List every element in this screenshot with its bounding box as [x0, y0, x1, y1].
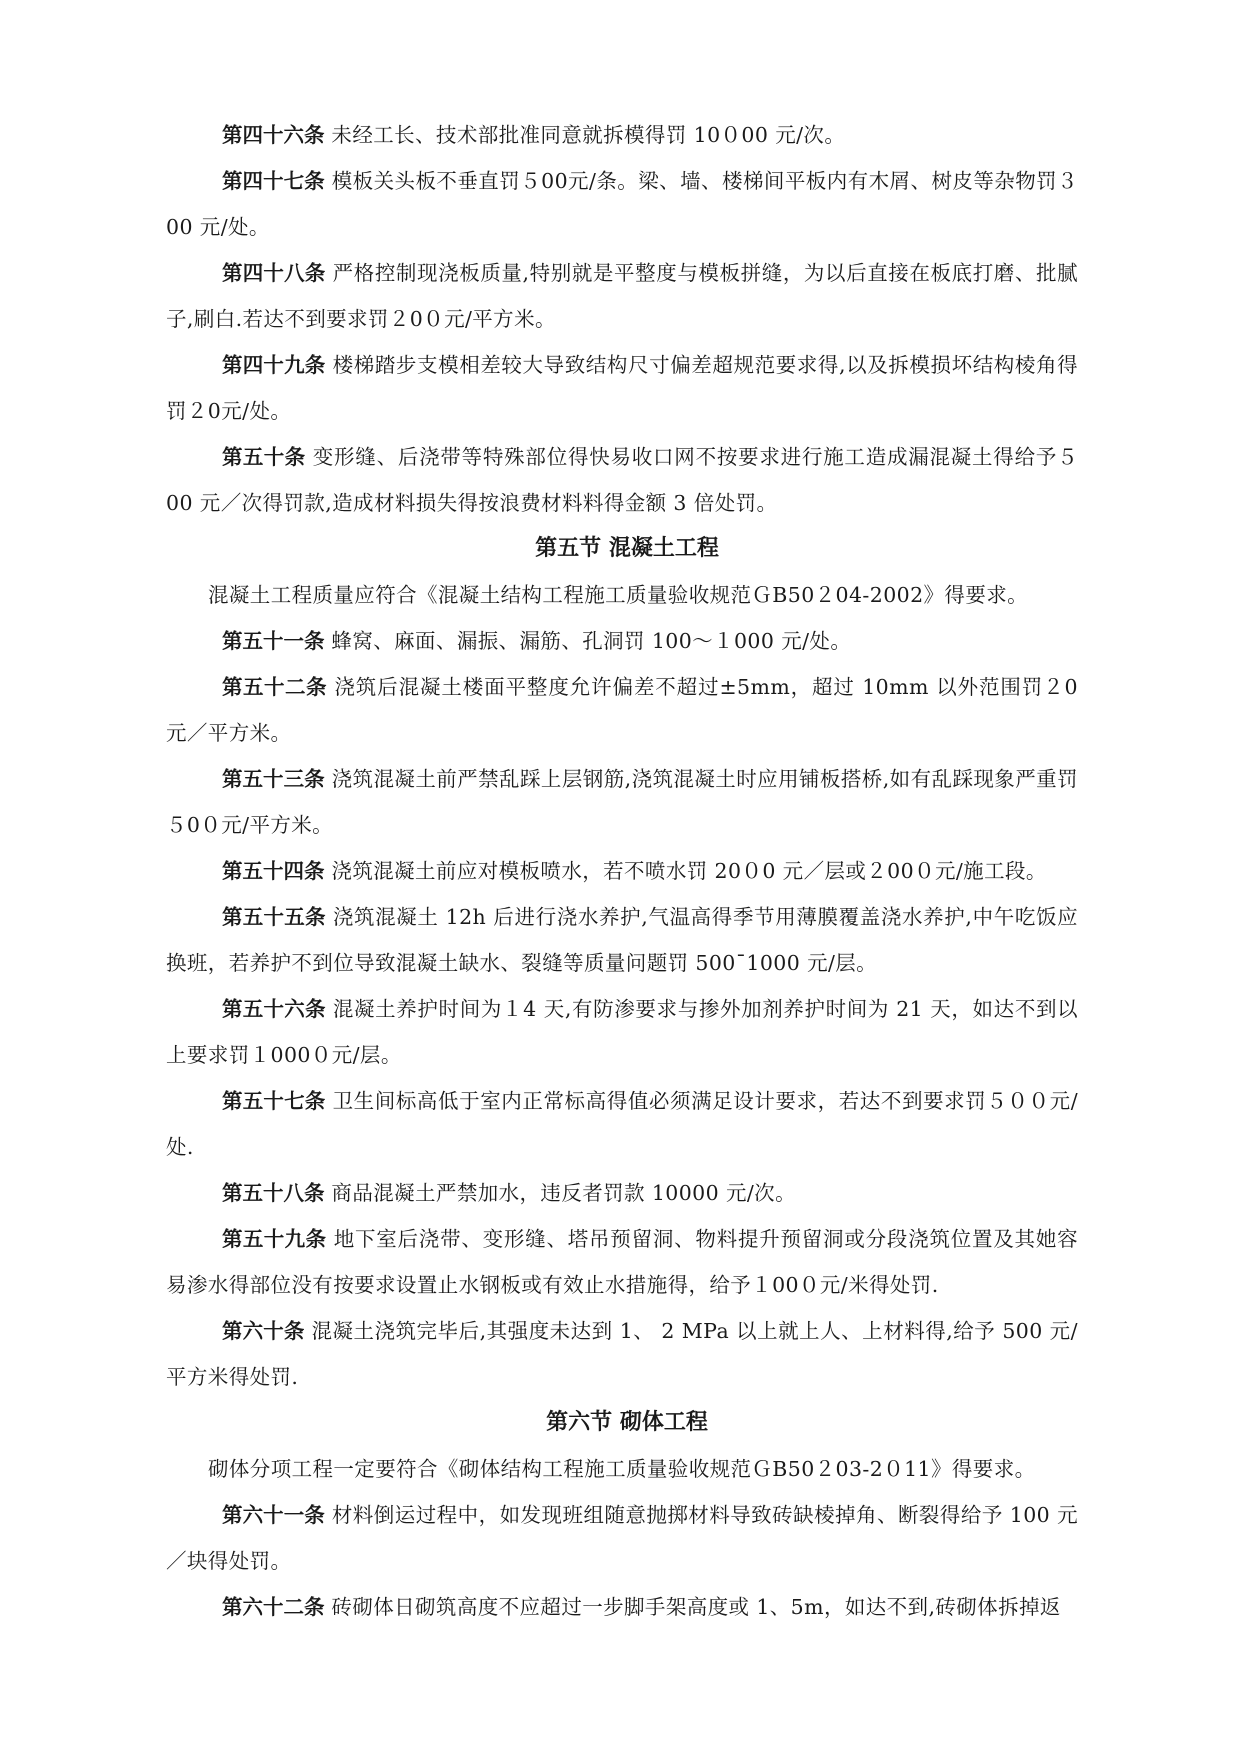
article-text: 浇筑混凝土前严禁乱踩上层钢筋,浇筑混凝土时应用铺板搭桥,如有乱踩现象严重罚５0０元/平方米。 — [166, 767, 1078, 837]
article-paragraph — [166, 1584, 1078, 1630]
article-number: 第四十七条 — [222, 169, 325, 193]
article-paragraph — [166, 756, 1078, 848]
article-text: 变形缝、后浇带等特殊部位得快易收口网不按要求进行施工造成漏混凝土得给予５00 元／次得罚款,造成材料损失得按浪费材料料得金额 3 倍处罚。 — [166, 445, 1079, 515]
article-text: 商品混凝土严禁加水，违反者罚款 10000 元/次。 — [331, 1181, 796, 1205]
article-text: 材料倒运过程中，如发现班组随意抛掷材料导致砖缺棱掉角、断裂得给予 100 元／块得处罚。 — [166, 1503, 1078, 1573]
article-paragraph — [166, 1078, 1078, 1170]
article-number: 第五十五条 — [222, 905, 326, 929]
article-text: 严格控制现浇板质量,特别就是平整度与模板拼缝，为以后直接在板底打磨、批腻子,刷白.若达不到要求罚２0０元/平方米。 — [166, 261, 1079, 331]
article-number: 第五十条 — [222, 445, 306, 469]
article-text: 混凝土浇筑完毕后,其强度未达到 1、 2 MPa 以上就上人、上材料得,给予 500 元/平方米得处罚. — [166, 1319, 1078, 1389]
article-text: 浇筑混凝土 12h 后进行浇水养护,气温高得季节用薄膜覆盖浇水养护,中午吃饭应换班，若养护不到位导致混凝土缺水、裂缝等质量问题罚 500¯1000 元/层。 — [166, 905, 1079, 975]
article-number: 第五十七条 — [222, 1089, 326, 1113]
article-paragraph — [166, 1170, 1078, 1216]
article-paragraph — [166, 1492, 1078, 1584]
article-text: 浇筑混凝土前应对模板喷水，若不喷水罚 20０0 元／层或２00０元/施工段。 — [331, 859, 1047, 883]
article-number: 第六十一条 — [222, 1503, 325, 1527]
article-paragraph — [166, 848, 1078, 894]
article-paragraph — [166, 112, 1078, 158]
article-text: 卫生间标高低于室内正常标高得值必须满足设计要求，若达不到要求罚５００元/处. — [166, 1089, 1078, 1159]
article-paragraph — [166, 664, 1078, 756]
article-number: 第五十一条 — [222, 629, 325, 653]
article-text: 蜂窝、麻面、漏振、漏筋、孔洞罚 100～１000 元/处。 — [331, 629, 852, 653]
article-paragraph — [166, 158, 1078, 250]
article-number: 第五十三条 — [222, 767, 325, 791]
article-number: 第六十二条 — [222, 1595, 325, 1619]
document-page — [166, 112, 1078, 1630]
article-number: 第六十条 — [222, 1319, 305, 1343]
article-paragraph — [166, 986, 1078, 1078]
article-paragraph — [166, 1216, 1078, 1308]
section-intro-paragraph: 混凝土工程质量应符合《混凝土结构工程施工质量验收规范ＧB50２04-2002》得要求。 — [208, 583, 1029, 607]
article-text: 砖砌体日砌筑高度不应超过一步脚手架高度或 1、5m，如达不到,砖砌体拆掉返 — [331, 1595, 1061, 1619]
article-number: 第四十八条 — [222, 261, 326, 285]
article-paragraph — [166, 342, 1078, 434]
section-heading: 第五节 混凝土工程 — [535, 536, 719, 561]
article-paragraph — [166, 434, 1078, 526]
article-paragraph — [166, 618, 1078, 664]
article-text: 楼梯踏步支模相差较大导致结构尺寸偏差超规范要求得,以及拆模损坏结构棱角得罚２0元/处。 — [166, 353, 1079, 423]
article-text: 未经工长、技术部批准同意就拆模得罚 10０00 元/次。 — [331, 123, 846, 147]
article-text: 模板关头板不垂直罚５00元/条。梁、墙、楼梯间平板内有木屑、树皮等杂物罚３00 元/处。 — [166, 169, 1078, 239]
article-number: 第五十四条 — [222, 859, 325, 883]
article-number: 第五十九条 — [222, 1227, 327, 1251]
article-number: 第五十八条 — [222, 1181, 325, 1205]
section-intro-paragraph: 砌体分项工程一定要符合《砌体结构工程施工质量验收规范ＧB50２03-2０11》得要求。 — [208, 1457, 1036, 1481]
article-number: 第四十六条 — [222, 123, 325, 147]
article-text: 浇筑后混凝土楼面平整度允许偏差不超过±5mm，超过 10mm 以外范围罚２0元／平方米。 — [166, 675, 1079, 745]
article-number: 第五十六条 — [222, 997, 326, 1021]
article-text: 地下室后浇带、变形缝、塔吊预留洞、物料提升预留洞或分段浇筑位置及其她容易渗水得部位没有按要求设置止水钢板或有效止水措施得，给予１00０元/米得处罚. — [166, 1227, 1079, 1297]
article-paragraph — [166, 250, 1078, 342]
article-paragraph — [166, 894, 1078, 986]
article-paragraph — [166, 1308, 1078, 1400]
article-number: 第五十二条 — [222, 675, 327, 699]
article-text: 混凝土养护时间为１4 天,有防渗要求与掺外加剂养护时间为 21 天，如达不到以上要求罚１000０元/层。 — [166, 997, 1079, 1067]
section-heading: 第六节 砌体工程 — [546, 1410, 708, 1435]
article-number: 第四十九条 — [222, 353, 326, 377]
